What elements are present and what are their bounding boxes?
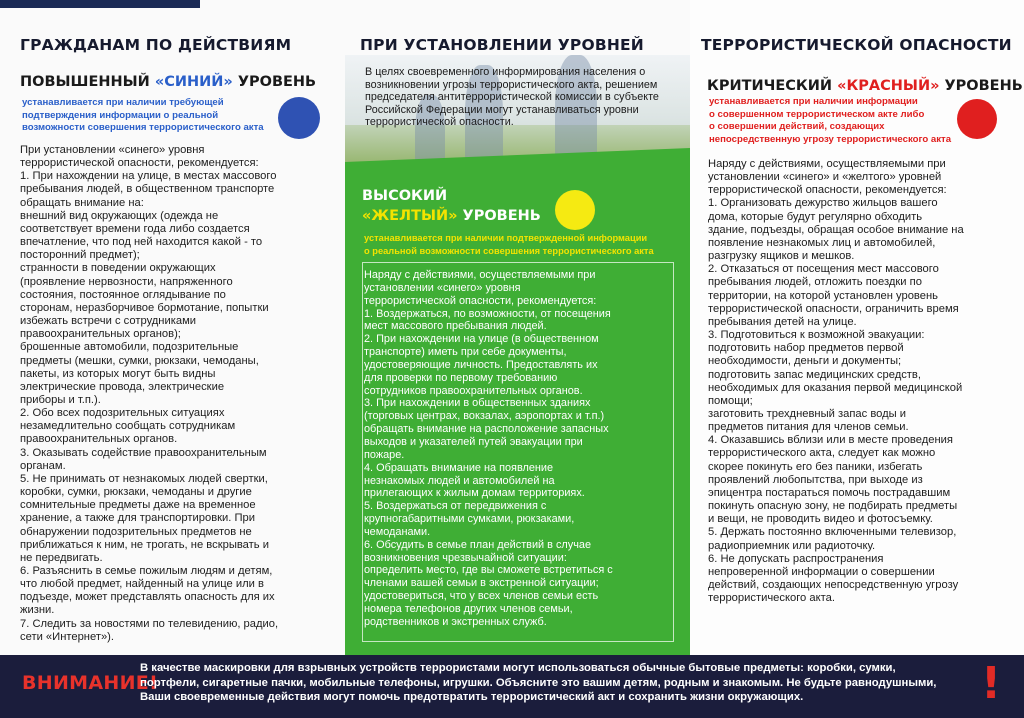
exclamation-icon: ! <box>981 658 1002 709</box>
top-accent-bar-left <box>0 0 200 8</box>
blue-level-title-highlight: «СИНИЙ» <box>154 74 233 90</box>
warning-text: В качестве маскировки для взрывных устройств террористами могут использоваться обычные бытовые предметы: коробки, сумки, портфели, сигаретные пачки, мобильные телефоны, игрушки. Объясните это вашим детям, родным и знакомым. Не будьте равнодушными, Ваши своевременные действия могут помочь предотвратить террористический акт и сохранить жизни окружающих. <box>140 662 937 703</box>
blue-level-circle-icon <box>278 97 320 139</box>
red-level-circle-icon <box>957 99 997 139</box>
blue-level-subtitle: устанавливается при наличии требующей подтверждения информации о реальной возможности совершения террористического акта <box>22 97 264 133</box>
blue-level-title-prefix: ПОВЫШЕННЫЙ <box>20 74 155 90</box>
yellow-level-circle-icon <box>555 190 595 230</box>
red-level-title-suffix: УРОВЕНЬ <box>939 78 1023 94</box>
red-level-title-prefix: КРИТИЧЕСКИЙ <box>707 78 838 94</box>
heading-when-levels-set: ПРИ УСТАНОВЛЕНИИ УРОВНЕЙ <box>360 36 644 54</box>
heading-terror-threat: ТЕРРОРИСТИЧЕСКОЙ ОПАСНОСТИ <box>701 36 1012 54</box>
blue-level-title-suffix: УРОВЕНЬ <box>232 74 317 90</box>
yellow-level-title-suffix: УРОВЕНЬ <box>457 208 541 224</box>
intro-text: В целях своевременного информирования населения о возникновении угрозы террористического акта, решением председателя антитеррористической комиссии в субъекте Российской Федерации могут устанавливаться уровни террористической опасности. <box>365 66 659 129</box>
blue-level-recommendations: При установлении «синего» уровня террористической опасности, рекомендуется: 1. При нахождении на улице, в местах массового пребывания людей, в общественном транспорте обращать внимание на: внешний вид окружающих (одежда не соответствует времени года либо создается впечатление, что под ней находится какой - то посторонний предмет); странности в поведении окружающих (проявление нервозности, напряженного состояния, постоянное оглядывание по сторонам, неразборчивое бормотание, попытки избежать встречи с сотрудниками правоохранительных органов); брошенные автомобили, подозрительные предметы (мешки, сумки, рюкзаки, чемоданы, пакеты, из которых могут быть видны электрические провода, электрические приборы и т.п.). 2. Обо всех подозрительных ситуациях незамедлительно сообщать сотрудникам правоохранительных органов. 3. Оказывать содействие правоохранительным органам. 5. Не принимать от незнакомых людей свертки, коробки, сумки, рюкзаки, чемоданы и другие сомнительные предметы даже на временное хранение, а также для транспортировки. При обнаружении подозрительных предметов не приближаться к ним, не трогать, не вскрывать и не передвигать. 6. Разъяснить в семье пожилым людям и детям, что любой предмет, найденный на улице или в подъезде, может представлять опасность для их жизни. 7. Следить за новостями по телевидению, радио, сети «Интернет»). <box>20 144 279 643</box>
red-level-title <box>707 78 1023 94</box>
red-level-subtitle: устанавливается при наличии информации о совершенном террористическом акте либо о совершении действий, создающих непосредственную угрозу террористического акта <box>709 96 952 145</box>
yellow-level-subtitle: устанавливается при наличии подтвержденной информации о реальной возможности совершения террористического акта <box>364 233 654 256</box>
blue-level-title <box>20 74 316 90</box>
red-level-title-highlight: «КРАСНЫЙ» <box>837 78 940 94</box>
yellow-level-title <box>362 186 541 226</box>
yellow-level-title-line1: ВЫСОКИЙ <box>362 188 448 204</box>
yellow-level-title-highlight: «ЖЕЛТЫЙ» <box>362 208 458 224</box>
red-level-recommendations: Наряду с действиями, осуществляемыми при установлении «синего» и «желтого» уровней террористической опасности, рекомендуется: 1. Организовать дежурство жильцов вашего дома, которые будут регулярно обходить здание, подъезды, обращая особое внимание на появление незнакомых лиц и автомобилей, разгрузку ящиков и мешков. 2. Отказаться от посещения мест массового пребывания людей, отложить поездки по территории, на которой установлен уровень террористической опасности, ограничить время пребывания детей на улице. 3. Подготовиться к возможной эвакуации: подготовить набор предметов первой необходимости, деньги и документы; подготовить запас медицинских средств, необходимых для оказания первой медицинской помощи; заготовить трехдневный запас воды и предметов питания для членов семьи. 4. Оказавшись вблизи или в месте проведения террористического акта, следует как можно скорее покинуть его без паники, избегать проявлений любопытства, при выходе из эпицентра постараться помочь пострадавшим покинуть опасную зону, не подбирать предметы и вещи, не проводить видео и фотосъемку. 5. Держать постоянно включенными телевизор, радиоприемник или радиоточку. 6. Не допускать распространения непроверенной информации о совершении действий, создающих непосредственную угрозу террористического акта. <box>708 158 964 605</box>
yellow-level-recommendations: Наряду с действиями, осуществляемыми при установлении «синего» уровня террористической опасности, рекомендуется: 1. Воздержаться, по возможности, от посещения мест массового пребывания людей. 2. При нахождении на улице (в общественном транспорте) иметь при себе документы, удостоверяющие личность. Предоставлять их для проверки по первому требованию сотрудников правоохранительных органов. 3. При нахождении в общественных зданиях (торговых центрах, вокзалах, аэропортах и т.п.) обращать внимание на расположение запасных выходов и указателей путей эвакуации при пожаре. 4. Обращать внимание на появление незнакомых людей и автомобилей на прилегающих к жилым домам территориях. 5. Воздержаться от передвижения с крупногабаритными сумками, рюкзаками, чемоданами. 6. Обсудить в семье план действий в случае возникновения чрезвычайной ситуации: определить место, где вы сможете встретиться с членами вашей семьи в экстренной ситуации; удостовериться, что у всех членов семьи есть номера телефонов других членов семьи, родственников и экстренных служб. <box>364 269 613 628</box>
warning-label: ВНИМАНИЕ! <box>22 672 159 694</box>
heading-citizens-actions: ГРАЖДАНАМ ПО ДЕЙСТВИЯМ <box>20 36 292 54</box>
